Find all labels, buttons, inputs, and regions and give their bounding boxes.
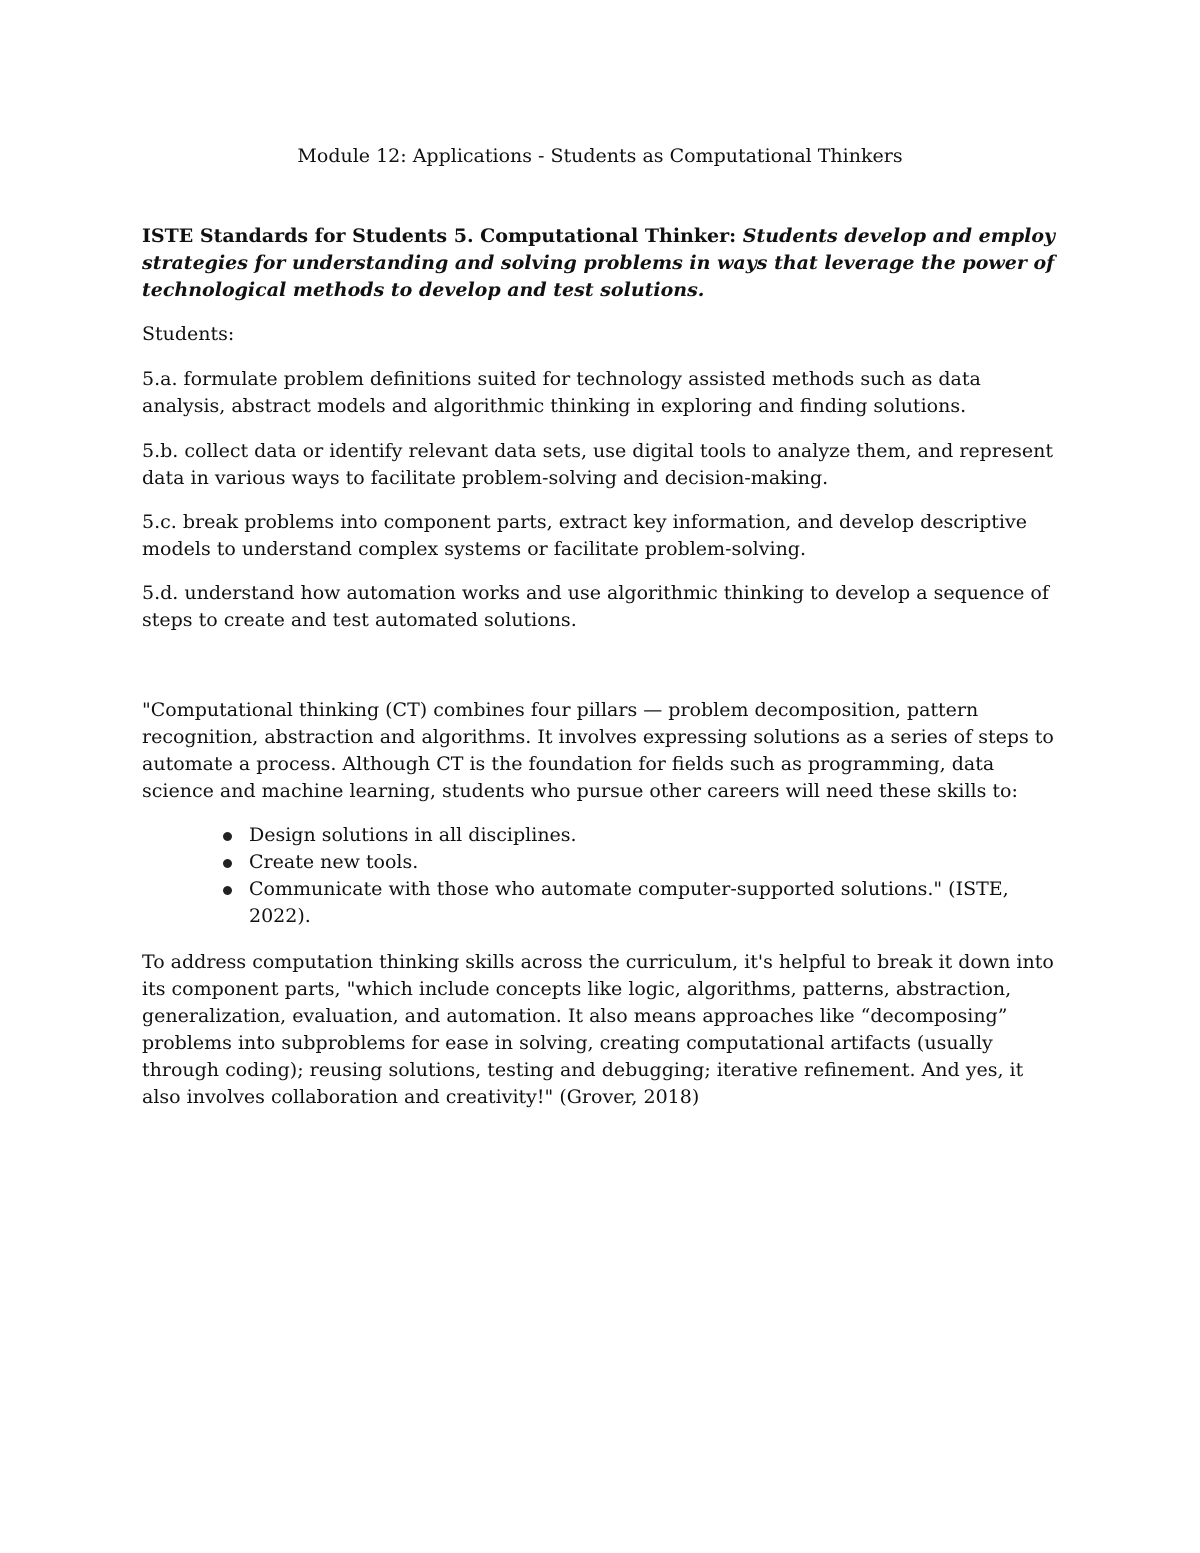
- bullet-icon: [223, 886, 232, 895]
- standard-5c: 5.c. break problems into component parts, extract key information, and develop descriptive models to understand complex systems or facilitate problem-solving.: [142, 511, 1027, 560]
- standard-statement: [142, 223, 1062, 304]
- document-title: Module 12: Applications - Students as Computational Thinkers: [297, 145, 903, 167]
- standard-heading: ISTE Standards for Students 5. Computational Thinker:: [142, 225, 743, 247]
- bullet-icon: [223, 859, 232, 868]
- skills-bullet-list: [142, 822, 1062, 930]
- list-item: [142, 822, 1062, 849]
- standard-5a: 5.a. formulate problem definitions suited for technology assisted methods such as data analysis, abstract models and algorithmic thinking in exploring and finding solutions.: [142, 368, 981, 417]
- list-item-text: Create new tools.: [249, 851, 419, 873]
- closing-paragraph: To address computation thinking skills across the curriculum, it's helpful to break it down into its component parts, "which include concepts like logic, algorithms, patterns, abstraction, generalization, evaluation, and automation. It also means approaches like “decomposing” problems into subproblems for ease in solving, creating computational artifacts (usually through coding); reusing solutions, testing and debugging; iterative refinement. And yes, it also involves collaboration and creativity!" (Grover, 2018): [142, 951, 1054, 1108]
- students-label: Students:: [142, 323, 235, 345]
- list-item-text: Communicate with those who automate computer-supported solutions." (ISTE, 2022).: [249, 878, 1009, 927]
- standard-5b: 5.b. collect data or identify relevant data sets, use digital tools to analyze them, and represent data in various ways to facilitate problem-solving and decision-making.: [142, 440, 1054, 489]
- bullet-icon: [223, 832, 232, 841]
- list-item: [142, 876, 1062, 930]
- standard-description: Students develop and employ strategies for understanding and solving problems in ways that leverage the power of technological methods to develop and test solutions.: [142, 225, 1056, 301]
- standard-5d: 5.d. understand how automation works and use algorithmic thinking to develop a sequence of steps to create and test automated solutions.: [142, 582, 1049, 631]
- list-item-text: Design solutions in all disciplines.: [249, 824, 577, 846]
- iste-quote: "Computational thinking (CT) combines four pillars — problem decomposition, pattern recognition, abstraction and algorithms. It involves expressing solutions as a series of steps to automate a process. Although CT is the foundation for fields such as programming, data science and machine learning, students who pursue other careers will need these skills to:: [142, 699, 1054, 802]
- list-item: [142, 849, 1062, 876]
